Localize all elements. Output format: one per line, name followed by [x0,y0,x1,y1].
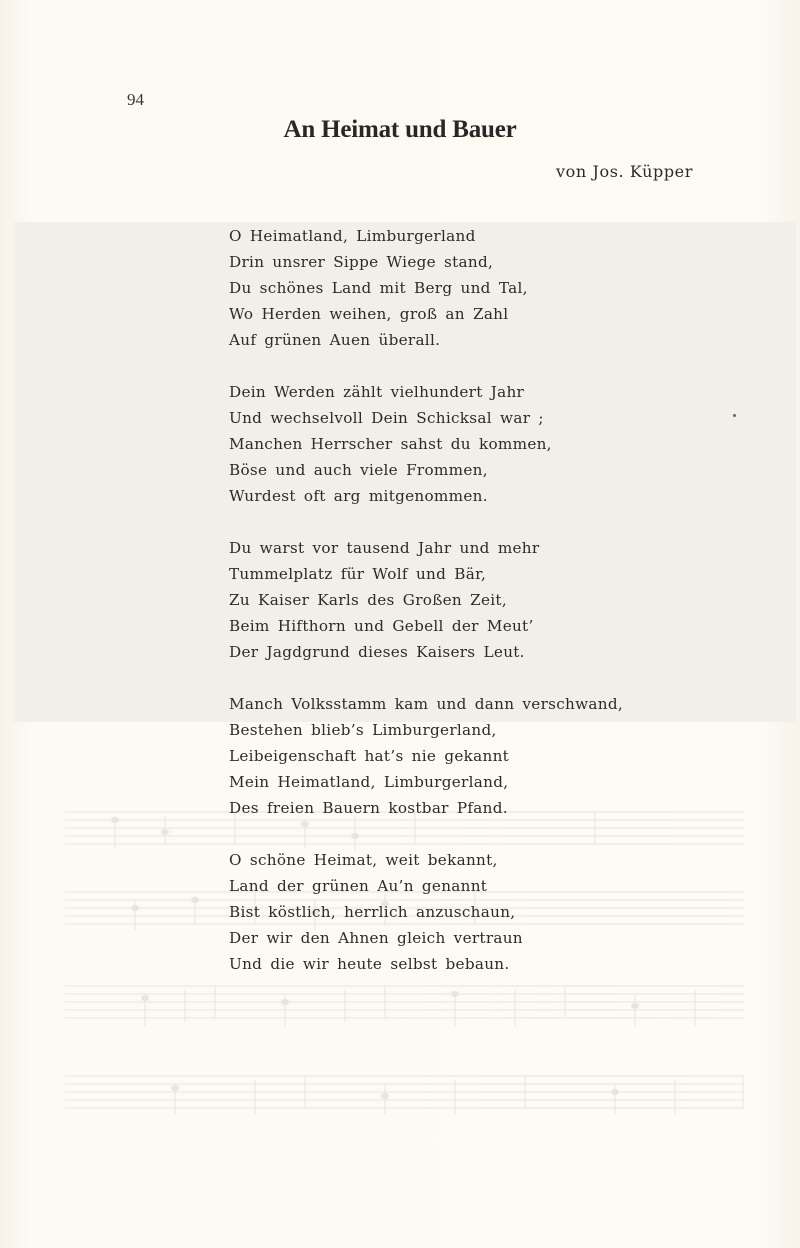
poem-line: Auf grünen Auen überall. [229,331,441,349]
poem-line: Und die wir heute selbst bebaun. [229,955,510,973]
poem-line: Zu Kaiser Karls des Großen Zeit, [229,591,507,609]
stanza-4 [229,691,623,821]
poem-line: Du warst vor tausend Jahr und mehr [229,539,540,557]
stanza-2 [229,379,623,509]
print-speck [733,414,736,417]
poem-line: Des freien Bauern kostbar Pfand. [229,799,508,817]
poem-line: Der wir den Ahnen gleich vertraun [229,929,523,947]
poem-line: Leibeigenschaft hat’s nie gekannt [229,747,510,765]
poem-line: Wurdest oft arg mitgenommen. [229,487,488,505]
poem-line: Tummelplatz für Wolf und Bär, [229,565,487,583]
stanza-3 [229,535,623,665]
poem-line: Wo Herden weihen, groß an Zahl [229,305,509,323]
stanza-5 [229,847,623,977]
poem-line: Dein Werden zählt vielhundert Jahr [229,383,525,401]
poem-body [229,223,623,1003]
poem-line: Der Jagdgrund dieses Kaisers Leut. [229,643,525,661]
poem-line: O Heimatland, Limburgerland [229,227,476,245]
poem-line: Mein Heimatland, Limburgerland, [229,773,509,791]
poem-line: Manchen Herrscher sahst du kommen, [229,435,552,453]
poem-title: An Heimat und Bauer [283,116,517,143]
poem-line: Beim Hifthorn und Gebell der Meut’ [229,617,534,635]
poem-line: Drin unsrer Sippe Wiege stand, [229,253,494,271]
poem-line: Manch Volksstamm kam und dann verschwand, [229,695,624,713]
page-number: 94 [127,90,144,109]
stanza-1 [229,223,623,353]
poem-line: Bestehen blieb’s Limburgerland, [229,721,497,739]
poem-line: Böse und auch viele Frommen, [229,461,488,479]
poem-line: Und wechselvoll Dein Schicksal war ; [229,409,544,427]
poem-author: von Jos. Küpper [556,162,693,181]
poem-line: Bist köstlich, herrlich anzuschaun, [229,903,516,921]
poem-line: Land der grünen Au’n genannt [229,877,488,895]
poem-line: O schöne Heimat, weit bekannt, [229,851,498,869]
poem-line: Du schönes Land mit Berg und Tal, [229,279,528,297]
